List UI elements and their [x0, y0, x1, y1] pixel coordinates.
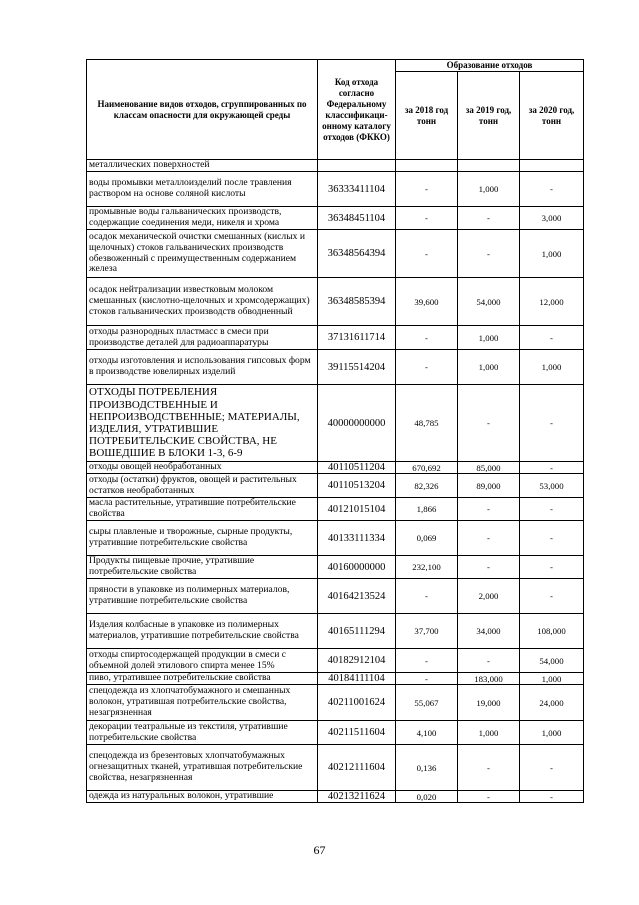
row-value-2018: 48,785 — [396, 385, 458, 462]
row-name: спецодежда из брезентовых хлопчатобумажных огнезащитных тканей, утратившая потребительские свойства, незагрязненная — [87, 745, 318, 791]
row-code: 40212111604 — [318, 745, 396, 791]
row-value-2018: 4,100 — [396, 721, 458, 745]
table-row — [87, 350, 584, 385]
row-value-2019: 89,000 — [458, 474, 520, 498]
row-value-2019: - — [458, 385, 520, 462]
row-name: отходы (остатки) фруктов, овощей и растительных остатков необработанных — [87, 474, 318, 498]
row-value-2018: - — [396, 579, 458, 614]
row-code: 39115514204 — [318, 350, 396, 385]
row-value-2019 — [458, 160, 520, 172]
row-value-2019: 34,000 — [458, 614, 520, 649]
table-row — [87, 462, 584, 474]
row-value-2018: - — [396, 172, 458, 207]
row-code: 40213211624 — [318, 791, 396, 803]
table-row — [87, 721, 584, 745]
table-body — [87, 160, 584, 803]
row-name: сыры плавленые и творожные, сырные продукты, утратившие потребительские свойства — [87, 521, 318, 556]
row-code: 36333411104 — [318, 172, 396, 207]
row-name: отходы спиртосодержащей продукции в смеси с объемной долей этилового спирта менее 15% — [87, 649, 318, 673]
row-name: масла растительные, утратившие потребительские свойства — [87, 498, 318, 521]
row-value-2020: 54,000 — [520, 649, 584, 673]
row-value-2019: 1,000 — [458, 172, 520, 207]
table-row — [87, 278, 584, 326]
row-name: ОТХОДЫ ПОТРЕБЛЕНИЯ ПРОИЗВОДСТВЕННЫЕ И НЕПРОИЗВОДСТВЕННЫЕ; МАТЕРИАЛЫ, ИЗДЕЛИЯ, УТРАТИВШИЕ ПОТРЕБИТЕЛЬСКИЕ СВОЙСТВА, НЕ ВОШЕДШИЕ В БЛОКИ 1-3, 6-9 — [87, 385, 318, 462]
row-name: Изделия колбасные в упаковке из полимерных материалов, утратившие потребительские свойства — [87, 614, 318, 649]
row-value-2018 — [396, 160, 458, 172]
row-code: 40110511204 — [318, 462, 396, 474]
row-name: спецодежда из хлопчатобумажного и смешанных волокон, утратившая потребительские свойства, незагрязненная — [87, 685, 318, 721]
row-value-2019: 1,000 — [458, 326, 520, 350]
row-code: 36348564394 — [318, 230, 396, 278]
row-code: 36348585394 — [318, 278, 396, 326]
row-value-2020: 1,000 — [520, 673, 584, 685]
row-name: осадок нейтрализации известковым молоком смешанных (кислотно-щелочных и хромсодержащих) стоков гальванических производств обводненный — [87, 278, 318, 326]
row-code: 37131611714 — [318, 326, 396, 350]
row-value-2018: - — [396, 649, 458, 673]
row-value-2020: 108,000 — [520, 614, 584, 649]
row-value-2020 — [520, 160, 584, 172]
row-value-2020: 3,000 — [520, 207, 584, 230]
table-row — [87, 326, 584, 350]
row-value-2019: 54,000 — [458, 278, 520, 326]
row-value-2020: - — [520, 172, 584, 207]
row-code: 40160000000 — [318, 556, 396, 579]
row-value-2019: - — [458, 649, 520, 673]
row-value-2019: 2,000 — [458, 579, 520, 614]
table-row — [87, 498, 584, 521]
row-value-2018: 0,136 — [396, 745, 458, 791]
row-value-2020: 1,000 — [520, 350, 584, 385]
row-value-2018: - — [396, 350, 458, 385]
row-code: 40110513204 — [318, 474, 396, 498]
row-value-2020: - — [520, 521, 584, 556]
row-name: отходы разнородных пластмасс в смеси при производстве деталей для радиоаппаратуры — [87, 326, 318, 350]
row-code: 40000000000 — [318, 385, 396, 462]
row-code: 40133111334 — [318, 521, 396, 556]
table-row — [87, 579, 584, 614]
row-name: металлических поверхностей — [87, 160, 318, 172]
table-row — [87, 673, 584, 685]
table-row — [87, 614, 584, 649]
table-row — [87, 649, 584, 673]
row-value-2020: 1,000 — [520, 230, 584, 278]
header-year-2019: за 2019 год, тонн — [458, 72, 520, 160]
row-value-2020: - — [520, 326, 584, 350]
row-value-2018: - — [396, 326, 458, 350]
header-name: Наименование видов отходов, сгруппированных по классам опасности для окружающей среды — [87, 60, 318, 160]
table-row — [87, 745, 584, 791]
row-value-2020: - — [520, 385, 584, 462]
row-value-2018: 39,600 — [396, 278, 458, 326]
row-code: 40164213524 — [318, 579, 396, 614]
table-row — [87, 474, 584, 498]
row-value-2020: 12,000 — [520, 278, 584, 326]
row-name: отходы овощей необработанных — [87, 462, 318, 474]
table-row — [87, 160, 584, 172]
row-code: 40182912104 — [318, 649, 396, 673]
row-value-2019: - — [458, 556, 520, 579]
row-code: 40121015104 — [318, 498, 396, 521]
table-row — [87, 230, 584, 278]
row-value-2020: - — [520, 498, 584, 521]
row-value-2019: - — [458, 498, 520, 521]
row-value-2019: - — [458, 791, 520, 803]
row-value-2020: 53,000 — [520, 474, 584, 498]
row-value-2020: 24,000 — [520, 685, 584, 721]
row-value-2019: 19,000 — [458, 685, 520, 721]
table-row — [87, 791, 584, 803]
row-name: одежда из натуральных волокон, утратившие — [87, 791, 318, 803]
row-code: 36348451104 — [318, 207, 396, 230]
row-value-2018: 0,069 — [396, 521, 458, 556]
row-value-2020: - — [520, 579, 584, 614]
row-value-2018: 37,700 — [396, 614, 458, 649]
row-name: декорации театральные из текстиля, утратившие потребительские свойства — [87, 721, 318, 745]
row-value-2020: 1,000 — [520, 721, 584, 745]
row-name: пряности в упаковке из полимерных материалов, утратившие потребительские свойства — [87, 579, 318, 614]
table-row — [87, 556, 584, 579]
table-row — [87, 385, 584, 462]
row-value-2019: - — [458, 207, 520, 230]
row-code — [318, 160, 396, 172]
row-name: пиво, утратившее потребительские свойства — [87, 673, 318, 685]
header-year-2018: за 2018 год тонн — [396, 72, 458, 160]
row-name: отходы изготовления и использования гипсовых форм в производстве ювелирных изделий — [87, 350, 318, 385]
header-group: Образование отходов — [396, 60, 584, 72]
header-year-2020: за 2020 год, тонн — [520, 72, 584, 160]
row-value-2019: 85,000 — [458, 462, 520, 474]
row-value-2018: 1,866 — [396, 498, 458, 521]
row-value-2018: 232,100 — [396, 556, 458, 579]
row-value-2018: - — [396, 230, 458, 278]
header-code: Код отхода согласно Федеральному классификаци-онному каталогу отходов (ФККО) — [318, 60, 396, 160]
table-row — [87, 685, 584, 721]
table-row — [87, 172, 584, 207]
row-value-2018: 670,692 — [396, 462, 458, 474]
row-code: 40211511604 — [318, 721, 396, 745]
row-value-2020: - — [520, 791, 584, 803]
row-value-2019: - — [458, 745, 520, 791]
row-value-2019: - — [458, 230, 520, 278]
row-code: 40211001624 — [318, 685, 396, 721]
row-value-2019: 1,000 — [458, 721, 520, 745]
row-code: 40165111294 — [318, 614, 396, 649]
row-value-2019: 1,000 — [458, 350, 520, 385]
table-row — [87, 521, 584, 556]
row-name: Продукты пищевые прочие, утратившие потребительские свойства — [87, 556, 318, 579]
row-value-2018: 55,067 — [396, 685, 458, 721]
waste-table — [86, 59, 584, 803]
row-value-2018: - — [396, 673, 458, 685]
row-value-2020: - — [520, 462, 584, 474]
row-name: воды промывки металлоизделий после травления раствором на основе соляной кислоты — [87, 172, 318, 207]
row-value-2018: - — [396, 207, 458, 230]
row-value-2019: 183,000 — [458, 673, 520, 685]
row-value-2018: 0,020 — [396, 791, 458, 803]
row-name: промывные воды гальванических производств, содержащие соединения меди, никеля и хрома — [87, 207, 318, 230]
row-value-2019: - — [458, 521, 520, 556]
table-row — [87, 207, 584, 230]
row-value-2018: 82,326 — [396, 474, 458, 498]
row-value-2020: - — [520, 745, 584, 791]
row-value-2020: - — [520, 556, 584, 579]
page-number: 67 — [313, 843, 326, 857]
row-name: осадок механической очистки смешанных (кислых и щелочных) стоков гальванических производств обезвоженный с преимущественным содержанием железа — [87, 230, 318, 278]
row-code: 40184111104 — [318, 673, 396, 685]
